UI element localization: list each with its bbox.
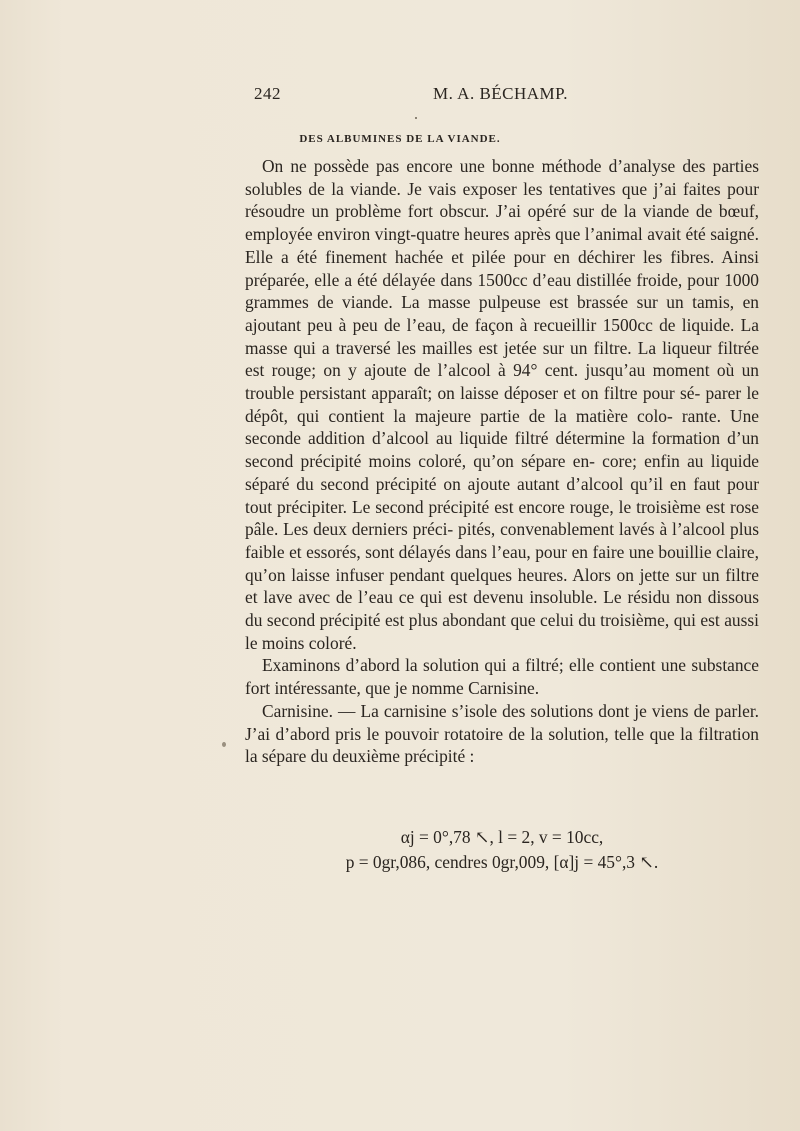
margin-mark [222, 742, 226, 747]
formula-2: p = 0gr,086, cendres 0gr,009, [α]j = 45°,3 ↖. [345, 852, 659, 872]
paragraph-3: Carnisine. — La carnisine s’isole des solutions dont je viens de parler. J’ai d’abord pris le pouvoir rotatoire de la solution, telle que la filtration la sépare du deuxième précipité : [245, 700, 759, 767]
body-text [245, 155, 759, 768]
running-author: M. A. BÉCHAMP. [432, 84, 568, 103]
decorative-dot [415, 117, 417, 119]
formula-1: αj = 0°,78 ↖, l = 2, v = 10cc, [400, 827, 604, 847]
page-number: 242 [254, 84, 281, 103]
paragraph-1: On ne possède pas encore une bonne méthode d’analyse des parties solubles de la viande. Je vais exposer les tentatives que j’ai faites pour résoudre un problème fort obscur. J’ai opéré sur de la viande de bœuf, employée environ vingt-quatre heures après que l’animal avait été saigné. Elle a été finement hachée et pilée pour en déchirer les fibres. Ainsi préparée, elle a été délayée dans 1500cc d’eau distillée froide, pour 1000 grammes de viande. La masse pulpeuse est brassée sur un tamis, en ajoutant peu à peu de l’eau, de façon à recueillir 1500cc de liquide. La masse qui a traversé les mailles est jetée sur un filtre. La liqueur filtrée est rouge; on y ajoute de l’alcool à 94° cent. jusqu’au moment où un trouble persistant apparaît; on laisse déposer et on filtre pour sé- parer le dépôt, qui contient la majeure partie de la matière colo- rante. Une seconde addition d’alcool au liquide filtré détermine la formation d’un second précipité moins coloré, qu’on sépare en- core; enfin au liquide séparé du second précipité on ajoute autant d’alcool qu’il en faut pour tout précipiter. Le second précipité est encore rouge, le troisième est rose pâle. Les deux derniers préci- pités, convenablement lavés à l’alcool plus faible et essorés, sont délayés dans l’eau, pour en faire une bouillie claire, qu’on laisse infuser pendant quelques heures. Alors on jette sur un filtre et lave avec de l’eau ce qui est devenu insoluble. Le résidu non dissous du second précipité est plus abondant que celui du troisième, qui est aussi le moins coloré. [245, 156, 759, 653]
running-head [254, 84, 568, 106]
paragraph-2: Examinons d’abord la solution qui a filtré; elle contient une substance fort intéressante, que je nomme Carnisine. [245, 655, 759, 699]
section-title: DES ALBUMINES DE LA VIANDE. [299, 133, 501, 145]
